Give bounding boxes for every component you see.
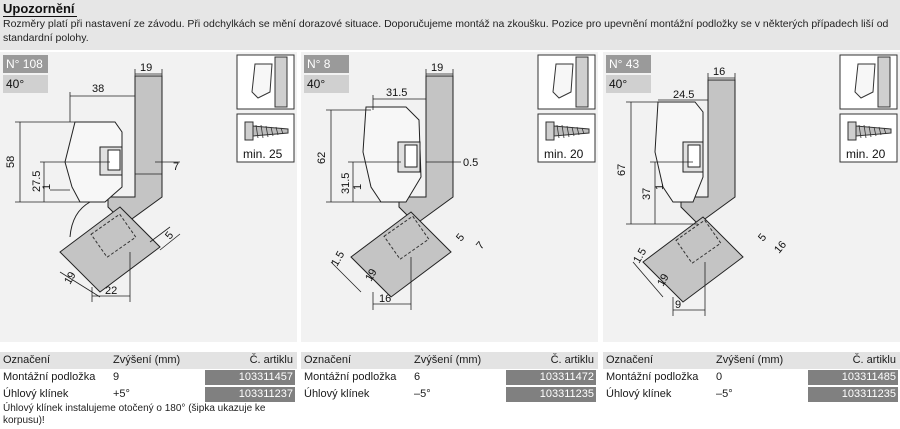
hinge-panel-43 — [603, 52, 900, 342]
dim-one: 1 — [41, 183, 53, 190]
article-number[interactable]: 103311457 — [205, 370, 295, 385]
dim-width: 38 — [92, 83, 105, 95]
hinge-angle-badge: 40° — [606, 75, 651, 93]
screw-diagram — [237, 55, 294, 162]
dim-onefive: 1.5 — [631, 246, 650, 266]
spec-table-8 — [301, 352, 598, 403]
dim-five: 5 — [756, 231, 770, 244]
column-header-elevation: Zvýšení (mm) — [716, 354, 784, 366]
dim-height: 67 — [616, 163, 628, 176]
dim-height: 58 — [5, 155, 17, 168]
screw-length-label: min. 20 — [544, 147, 584, 161]
dim-one: 1 — [654, 183, 666, 190]
row-label: Montážní podložka — [3, 371, 96, 383]
row-value: 9 — [113, 371, 120, 383]
hinge-number-badge: N° 108 — [3, 55, 48, 73]
column-header-designation: Označení — [3, 354, 51, 366]
dim-height: 62 — [316, 151, 328, 164]
dim-nineteen: 19 — [363, 266, 380, 284]
row-value: –5° — [716, 388, 733, 400]
table-header-row — [603, 352, 900, 369]
column-header-designation: Označení — [606, 354, 654, 366]
column-header-article: Č. artiklu — [249, 354, 293, 366]
hinge-angle-badge: 40° — [304, 75, 349, 93]
row-label: Úhlový klínek — [304, 388, 370, 400]
row-value: +5° — [113, 388, 130, 400]
dim-bottom: 16 — [379, 293, 392, 305]
hinge-drawing-108 — [0, 52, 297, 342]
table-row — [301, 369, 598, 386]
table-row — [603, 386, 900, 403]
screw-diagram — [538, 55, 595, 162]
dim-inner: 27.5 — [31, 170, 43, 192]
hinge-panel-8 — [301, 52, 598, 342]
hinge-drawing-43 — [603, 52, 900, 342]
column-header-article: Č. artiklu — [852, 354, 896, 366]
article-number[interactable]: 103311235 — [808, 387, 898, 402]
table-row — [0, 369, 297, 386]
column-header-elevation: Zvýšení (mm) — [113, 354, 181, 366]
dim-seven: 7 — [474, 239, 488, 252]
dim-bottom: 22 — [105, 285, 118, 297]
row-value: 6 — [414, 371, 421, 383]
article-number[interactable]: 103311235 — [506, 387, 596, 402]
dim-nineteen: 19 — [655, 271, 672, 289]
dim-one: 1 — [352, 183, 364, 190]
dim-gap: 0.5 — [463, 157, 479, 169]
screw-length-label: min. 25 — [243, 147, 283, 161]
article-number[interactable]: 103311472 — [506, 370, 596, 385]
dim-top: 19 — [140, 62, 153, 74]
row-label: Montážní podložka — [304, 371, 397, 383]
article-number[interactable]: 103311485 — [808, 370, 898, 385]
row-label: Úhlový klínek — [606, 388, 672, 400]
hinge-number-badge: N° 8 — [304, 55, 349, 73]
notice-text: Rozměry platí při nastavení ze závodu. Při odchylkách se mění dorazové situace. Doporučujeme montáž na zkoušku. Pozice pro upevnění montážní podložky se v některých případech liší od standardní polohy. — [3, 18, 889, 44]
row-value: 0 — [716, 371, 723, 383]
column-header-designation: Označení — [304, 354, 352, 366]
table-row — [0, 386, 297, 403]
dim-top: 19 — [431, 62, 444, 74]
table-row — [603, 369, 900, 386]
table-header-row — [0, 352, 297, 369]
dim-five: 5 — [454, 231, 468, 244]
row-value: –5° — [414, 388, 431, 400]
footnote: Úhlový klínek instalujeme otočený o 180° (šipka ukazuje ke korpusu)! — [3, 403, 266, 426]
notice-header — [0, 0, 900, 50]
notice-title: Upozornění — [3, 1, 75, 16]
hinge-panel-108 — [0, 52, 297, 342]
dim-top: 16 — [713, 66, 726, 78]
table-header-row — [301, 352, 598, 369]
dim-inner: 37 — [641, 187, 653, 200]
dim-five: 5 — [163, 229, 177, 242]
column-header-article: Č. artiklu — [550, 354, 594, 366]
table-row — [301, 386, 598, 403]
hinge-drawing-8 — [301, 52, 598, 342]
dim-gap: 7 — [173, 161, 180, 173]
row-label: Montážní podložka — [606, 371, 699, 383]
hinge-number-badge: N° 43 — [606, 55, 651, 73]
dim-sixteen: 16 — [772, 238, 790, 256]
hinge-angle-badge: 40° — [3, 75, 48, 93]
column-header-elevation: Zvýšení (mm) — [414, 354, 482, 366]
spec-table-43 — [603, 352, 900, 403]
dim-onefive: 1.5 — [329, 249, 348, 269]
dim-inner: 31.5 — [340, 172, 352, 194]
dim-width: 24.5 — [673, 89, 695, 101]
dim-bottom: 9 — [675, 299, 682, 311]
dim-nineteen: 19 — [62, 269, 79, 287]
dim-width: 31.5 — [386, 87, 408, 99]
row-label: Úhlový klínek — [3, 388, 69, 400]
article-number[interactable]: 103311237 — [205, 387, 295, 402]
spec-table-108 — [0, 352, 297, 403]
screw-diagram — [840, 55, 897, 162]
screw-length-label: min. 20 — [846, 147, 886, 161]
